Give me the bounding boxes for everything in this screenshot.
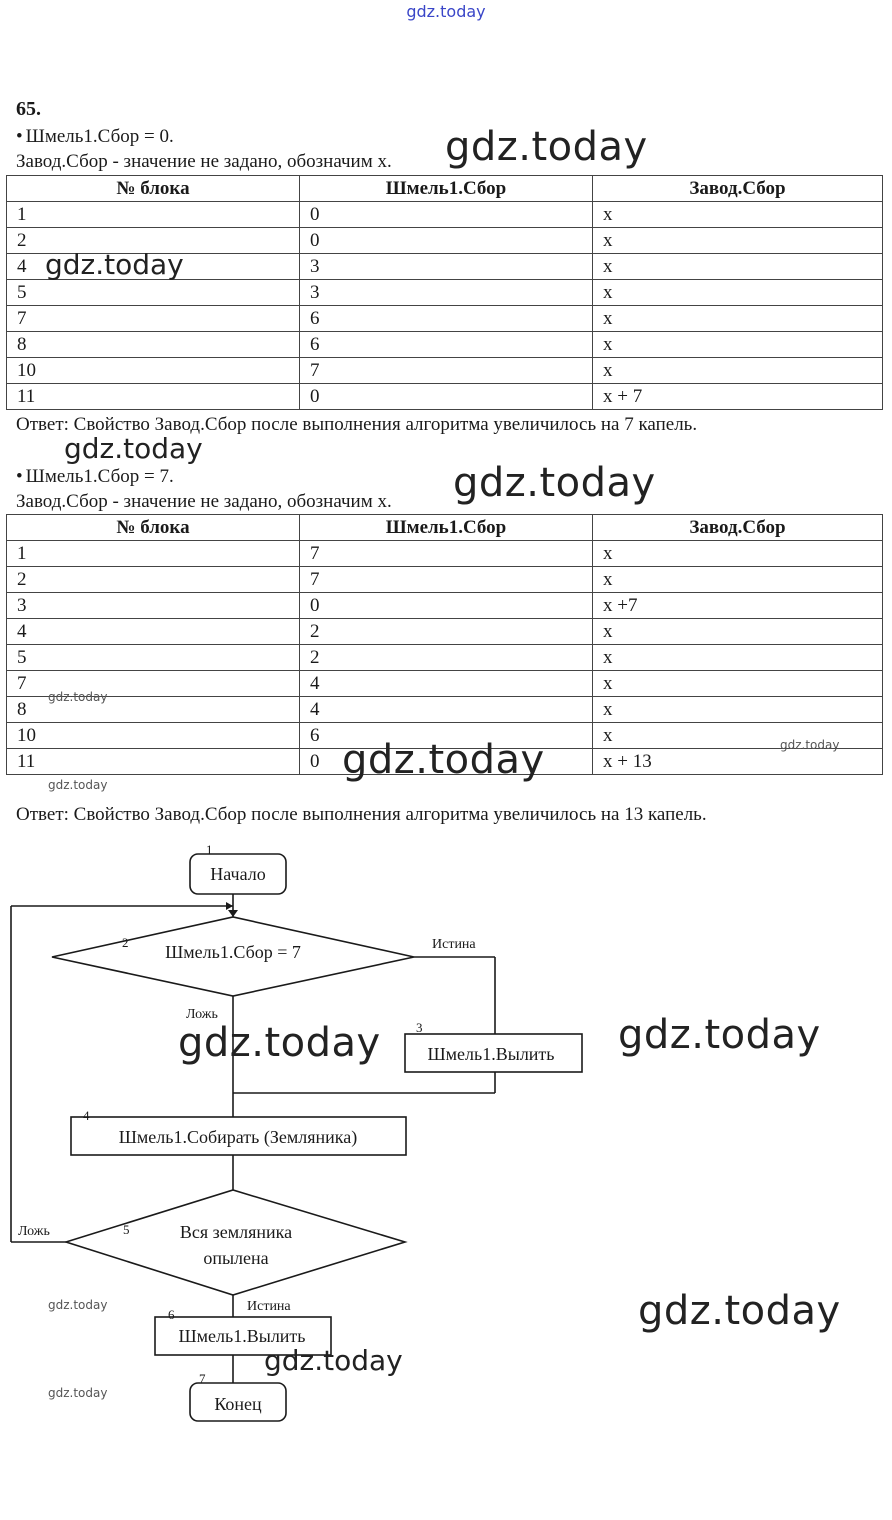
site-header-watermark: gdz.today [406,2,486,21]
cell-shmel-sbor: 0 [300,228,593,254]
table-row [7,697,883,723]
cell-zavod-sbor: х + 13 [593,749,883,775]
cell-shmel-sbor: 7 [300,358,593,384]
block-number-1: 1 [206,842,213,857]
watermark: gdz.today [638,1288,841,1334]
watermark: gdz.today [48,690,108,704]
cell-block-number: 5 [7,645,300,671]
watermark: gdz.today [48,1386,108,1400]
cell-block-number: 2 [7,228,300,254]
cell-shmel-sbor: 2 [300,645,593,671]
cell-block-number: 1 [7,202,300,228]
cell-block-number: 8 [7,332,300,358]
condition-2-label: Шмель1.Сбор = 7 [165,942,301,962]
cell-shmel-sbor: 7 [300,541,593,567]
cell-zavod-sbor: х [593,254,883,280]
cell-shmel-sbor: 0 [300,749,593,775]
cell-zavod-sbor: х [593,306,883,332]
watermark: gdz.today [453,460,656,506]
table-row [7,671,883,697]
table-row [7,306,883,332]
cell-shmel-sbor: 6 [300,723,593,749]
col-header-shmel: Шмель1.Сбор [300,515,593,541]
table-row [7,541,883,567]
cell-zavod-sbor: х [593,567,883,593]
part2-trace-table [6,514,883,775]
watermark: gdz.today [45,248,184,281]
table-row [7,332,883,358]
cell-shmel-sbor: 0 [300,593,593,619]
cell-shmel-sbor: 0 [300,384,593,410]
cell-block-number: 1 [7,541,300,567]
cell-block-number: 2 [7,567,300,593]
watermark: gdz.today [445,124,648,170]
cell-shmel-sbor: 4 [300,671,593,697]
action-6-label: Шмель1.Вылить [178,1326,306,1346]
part2-note: Завод.Сбор - значение не задано, обозначим х. [16,491,392,512]
block-number-4: 4 [83,1108,90,1123]
watermark: gdz.today [48,778,108,792]
condition-5-true-label: Истина [247,1299,291,1314]
cell-shmel-sbor: 6 [300,332,593,358]
end-label: Конец [214,1394,262,1414]
cell-zavod-sbor: х [593,202,883,228]
cell-zavod-sbor: х [593,645,883,671]
watermark: gdz.today [780,738,840,752]
cell-block-number: 4 [7,619,300,645]
block-number-6: 6 [168,1307,175,1322]
col-header-block: № блока [7,515,300,541]
watermark: gdz.today [48,1298,108,1312]
cell-zavod-sbor: х [593,671,883,697]
cell-block-number: 10 [7,358,300,384]
cell-zavod-sbor: х +7 [593,593,883,619]
block-number-3: 3 [416,1020,423,1035]
table-row [7,567,883,593]
cell-block-number: 10 [7,723,300,749]
table-row [7,619,883,645]
col-header-zavod: Завод.Сбор [593,176,883,202]
cell-block-number: 3 [7,593,300,619]
algorithm-flowchart [0,830,892,1440]
part1-answer: Ответ: Свойство Завод.Сбор после выполнения алгоритма увеличилось на 7 капель. [16,414,698,435]
cell-shmel-sbor: 3 [300,280,593,306]
cell-zavod-sbor: х [593,697,883,723]
watermark: gdz.today [178,1020,381,1066]
table-header-row [7,176,883,202]
cell-shmel-sbor: 0 [300,202,593,228]
cell-zavod-sbor: х [593,280,883,306]
condition-5-false-label: Ложь [18,1224,50,1239]
start-label: Начало [210,864,266,884]
watermark: gdz.today [618,1012,821,1058]
task-number: 65. [16,98,41,120]
action-4-label: Шмель1.Собирать (Земляника) [118,1127,358,1147]
block-number-5: 5 [123,1222,130,1237]
condition-diamond-5 [66,1190,405,1295]
table-row [7,202,883,228]
cell-shmel-sbor: 4 [300,697,593,723]
watermark: gdz.today [342,737,545,783]
block-number-2: 2 [122,935,129,950]
condition-2-false-label: Ложь [186,1007,218,1022]
col-header-block: № блока [7,176,300,202]
cell-zavod-sbor: х + 7 [593,384,883,410]
table-header-row [7,515,883,541]
cell-shmel-sbor: 6 [300,306,593,332]
part1-condition: • Шмель1.Сбор = 0. [16,126,174,148]
table-row [7,358,883,384]
arrow-head [226,902,233,910]
cell-zavod-sbor: х [593,332,883,358]
part1-note: Завод.Сбор - значение не задано, обозначим х. [16,151,392,172]
cell-block-number: 11 [7,384,300,410]
cell-shmel-sbor: 7 [300,567,593,593]
arrow-head [228,910,238,917]
part2-condition: • Шмель1.Сбор = 7. [16,466,174,488]
cell-zavod-sbor: х [593,541,883,567]
cell-shmel-sbor: 3 [300,254,593,280]
cell-block-number: 7 [7,306,300,332]
condition-5-label-line2: опылена [203,1248,269,1268]
cell-shmel-sbor: 2 [300,619,593,645]
table-row [7,384,883,410]
part1-trace-table [6,175,883,410]
cell-zavod-sbor: х [593,228,883,254]
col-header-shmel: Шмель1.Сбор [300,176,593,202]
col-header-zavod: Завод.Сбор [593,515,883,541]
condition-2-true-label: Истина [432,937,476,952]
table-row [7,645,883,671]
table-row [7,593,883,619]
part2-answer: Ответ: Свойство Завод.Сбор после выполнения алгоритма увеличилось на 13 капель. [16,804,707,825]
cell-block-number: 7 [7,671,300,697]
cell-zavod-sbor: х [593,619,883,645]
cell-zavod-sbor: х [593,723,883,749]
cell-block-number: 8 [7,697,300,723]
action-3-label: Шмель1.Вылить [427,1044,555,1064]
cell-block-number: 4 [7,254,300,280]
table-row [7,280,883,306]
watermark: gdz.today [64,432,203,465]
condition-5-label-line1: Вся земляника [179,1222,293,1242]
watermark: gdz.today [264,1344,403,1377]
cell-block-number: 5 [7,280,300,306]
block-number-7: 7 [199,1371,206,1386]
cell-block-number: 11 [7,749,300,775]
cell-zavod-sbor: х [593,358,883,384]
